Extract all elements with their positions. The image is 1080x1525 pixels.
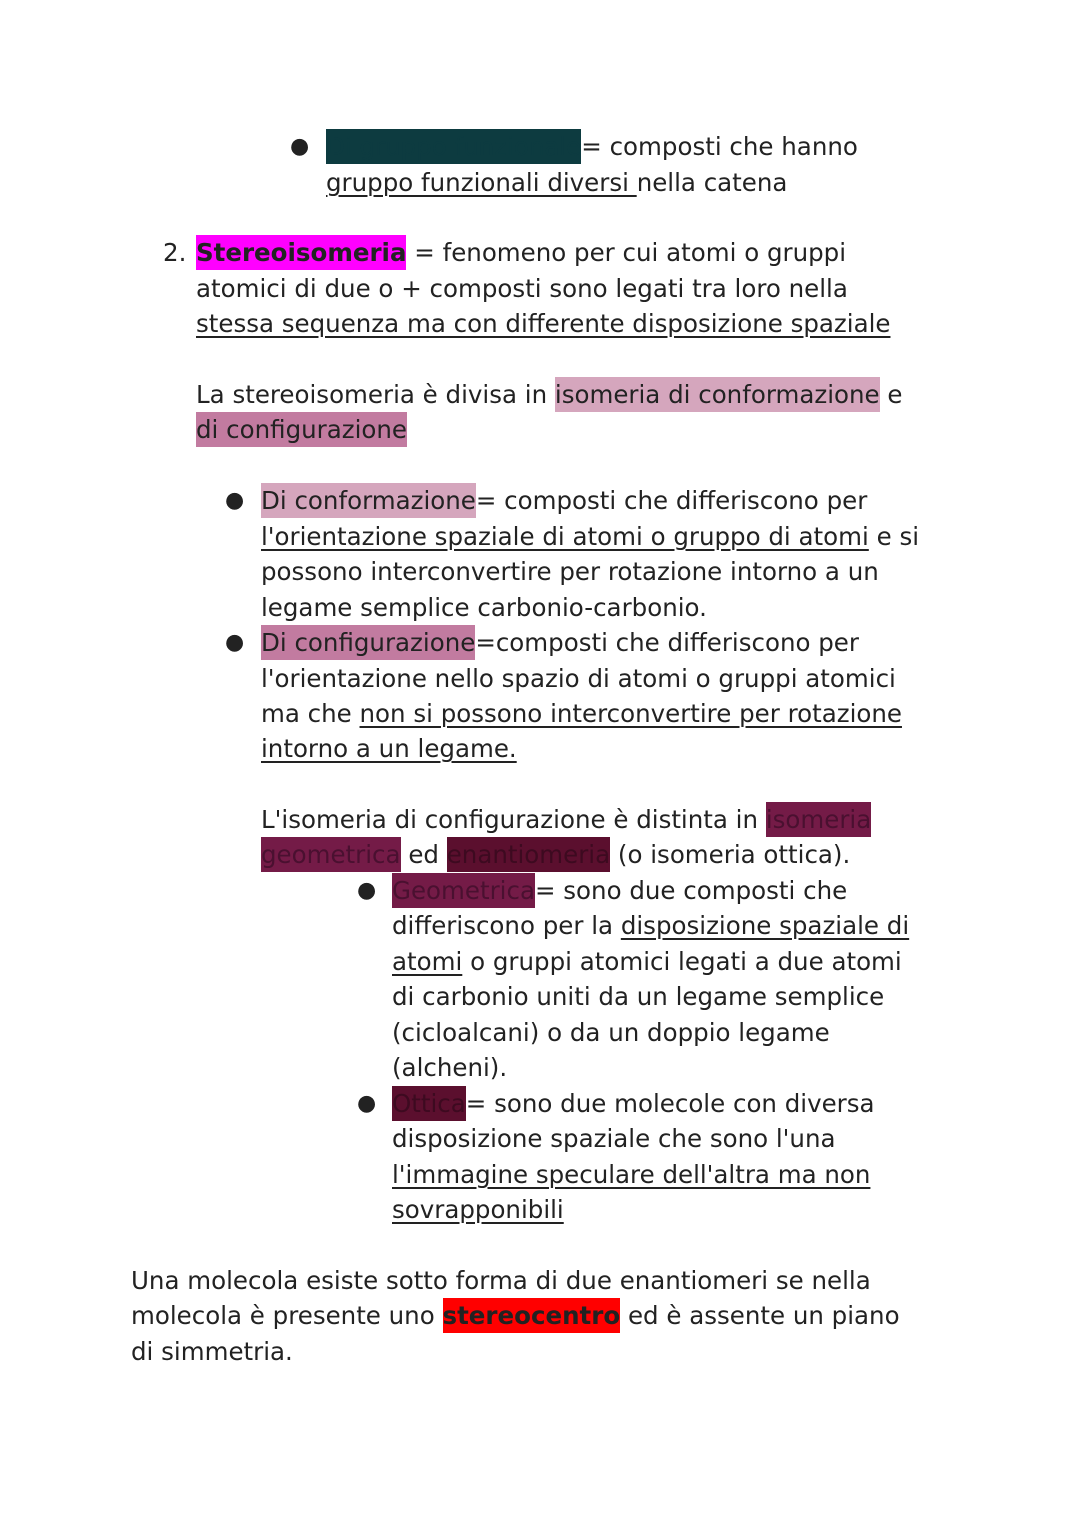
geometrica-line-3 bbox=[392, 944, 902, 980]
ottica-line-2: disposizione spaziale che sono l'una bbox=[392, 1124, 836, 1153]
underlined-text: atomi bbox=[392, 947, 463, 976]
underlined-text: intorno a un legame. bbox=[261, 734, 517, 763]
geometrica-line-1 bbox=[392, 873, 847, 909]
highlight-geometrica: geometrica bbox=[261, 837, 401, 872]
bullet-dot: ● bbox=[225, 630, 245, 655]
configurazione-line-4 bbox=[261, 731, 517, 767]
underlined-text: disposizione spaziale di bbox=[620, 911, 910, 940]
ottica-line-3 bbox=[392, 1157, 870, 1193]
final-line-2 bbox=[131, 1298, 900, 1334]
para-divisa-line-2 bbox=[196, 412, 407, 448]
body-text: molecola è presente uno bbox=[131, 1301, 443, 1330]
bullet-dot: ● bbox=[357, 878, 377, 903]
configurazione-line-2: l'orientazione nello spazio di atomi o gruppi atomici bbox=[261, 664, 896, 693]
definition-text: = composti che hanno bbox=[581, 132, 858, 161]
definition-text: = fenomeno per cui atomi o gruppi bbox=[406, 238, 847, 267]
body-text: e bbox=[879, 380, 903, 409]
conformazione-line-1 bbox=[261, 483, 867, 519]
highlight-enantiomeria: enantiomeria bbox=[447, 837, 610, 872]
highlight-stereocentro: stereocentro bbox=[443, 1298, 621, 1333]
geometrica-line-6: (alcheni). bbox=[392, 1053, 508, 1082]
highlight-di-conformazione: Di conformazione bbox=[261, 483, 476, 518]
highlight-gruppo-funzionale: Di gruppo funzionale bbox=[326, 129, 581, 164]
highlight-di-configurazione: di configurazione bbox=[196, 412, 407, 447]
body-text: ed bbox=[400, 840, 447, 869]
highlight-stereoisomeria: Stereoisomeria bbox=[196, 235, 406, 270]
funzionale-line-1 bbox=[326, 129, 858, 165]
highlight-isomeria: isomeria bbox=[766, 802, 871, 837]
conformazione-line-2 bbox=[261, 519, 919, 555]
body-text: e si bbox=[868, 522, 920, 551]
geometrica-line-2 bbox=[392, 908, 909, 944]
underlined-text: non si possono interconvertire per rotazione bbox=[359, 699, 902, 728]
bullet-dot: ● bbox=[225, 488, 245, 513]
underlined-text: gruppo funzionali diversi bbox=[326, 168, 637, 197]
underlined-text: sovrapponibili bbox=[392, 1195, 564, 1224]
body-text: (o isomeria ottica). bbox=[610, 840, 851, 869]
ottica-line-1 bbox=[392, 1086, 875, 1122]
definition-text: = sono due molecole con diversa bbox=[465, 1089, 875, 1118]
list-number-2: 2. bbox=[163, 238, 187, 267]
body-text: L'isomeria di configurazione è distinta in bbox=[261, 805, 766, 834]
geometrica-line-4: di carbonio uniti da un legame semplice bbox=[392, 982, 885, 1011]
bullet-dot: ● bbox=[357, 1091, 377, 1116]
para-distinta-line-1 bbox=[261, 802, 871, 838]
underlined-text: l'immagine speculare dell'altra ma non bbox=[392, 1160, 871, 1189]
stereo-line-1 bbox=[196, 235, 846, 271]
para-divisa-line-1 bbox=[196, 377, 902, 413]
para-distinta-line-2 bbox=[261, 837, 850, 873]
final-line-3: di simmetria. bbox=[131, 1337, 293, 1366]
underlined-text: l'orientazione spaziale di atomi o gruppo di atomi bbox=[261, 522, 869, 551]
body-text: La stereoisomeria è divisa in bbox=[196, 380, 555, 409]
highlight-isomeria-conformazione: isomeria di conformazione bbox=[555, 377, 880, 412]
underlined-text: stessa sequenza ma con differente disposizione spaziale bbox=[196, 309, 891, 338]
highlight-geometrica-term: Geometrica bbox=[392, 873, 535, 908]
conformazione-line-4: legame semplice carbonio-carbonio. bbox=[261, 593, 707, 622]
body-text: o gruppi atomici legati a due atomi bbox=[462, 947, 902, 976]
bullet-dot: ● bbox=[290, 134, 310, 159]
stereo-line-3 bbox=[196, 306, 890, 342]
configurazione-line-1 bbox=[261, 625, 859, 661]
stereo-line-2: atomici di due o + composti sono legati tra loro nella bbox=[196, 274, 848, 303]
final-line-1: Una molecola esiste sotto forma di due enantiomeri se nella bbox=[131, 1266, 871, 1295]
geometrica-line-5: (cicloalcani) o da un doppio legame bbox=[392, 1018, 830, 1047]
highlight-di-configurazione: Di configurazione bbox=[261, 625, 475, 660]
highlight-ottica: Ottica bbox=[392, 1086, 466, 1121]
body-text: differiscono per la bbox=[392, 911, 621, 940]
configurazione-line-3 bbox=[261, 696, 902, 732]
funzionale-line-2 bbox=[326, 165, 787, 201]
definition-text: = sono due composti che bbox=[534, 876, 848, 905]
body-text: nella catena bbox=[636, 168, 788, 197]
ottica-line-4 bbox=[392, 1192, 564, 1228]
body-text: ed è assente un piano bbox=[620, 1301, 900, 1330]
definition-text: =composti che differiscono per bbox=[475, 628, 859, 657]
body-text: ma che bbox=[261, 699, 360, 728]
conformazione-line-3: possono interconvertire per rotazione intorno a un bbox=[261, 557, 879, 586]
definition-text: = composti che differiscono per bbox=[475, 486, 868, 515]
